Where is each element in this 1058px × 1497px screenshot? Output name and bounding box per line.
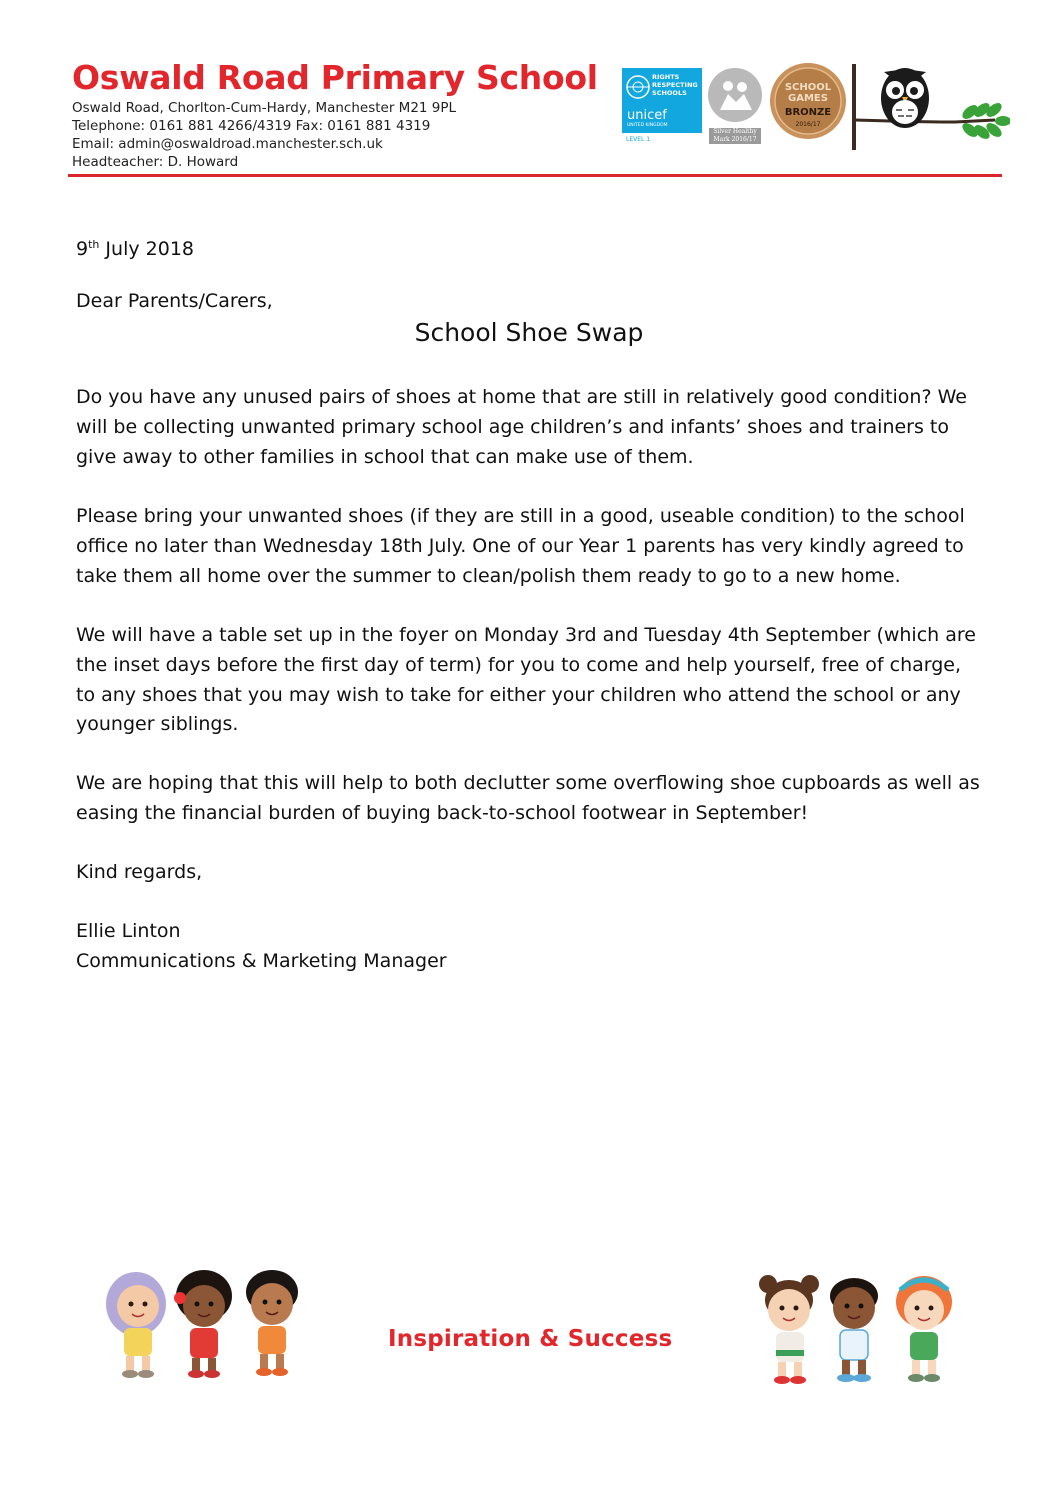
children-group-right-icon — [748, 1266, 964, 1390]
paragraph: We will have a table set up in the foyer on Monday 3rd and Tuesday 4th September (which are the inset days before the first day of term) for you to come and help yourself, free of charge, to any shoes that you may wish to take for either your children who attend the school or any younger siblings. — [76, 624, 976, 736]
rights-respecting-schools-logo — [622, 68, 702, 133]
date-suffix: th — [88, 238, 100, 251]
date-day: 9 — [76, 238, 89, 260]
owl-on-branch-icon — [850, 60, 1010, 155]
header-divider — [68, 174, 1002, 177]
games-award: BRONZE — [784, 107, 832, 118]
unicef-sub: UNITED KINGDOM — [627, 123, 668, 128]
children-group-left-icon — [96, 1262, 312, 1384]
sign-off: Kind regards, — [76, 861, 203, 883]
headteacher: Headteacher: D. Howard — [72, 154, 239, 170]
paragraph: Do you have any unused pairs of shoes at home that are still in relatively good condition? We will be collecting unwanted primary school age children’s and infants’ shoes and trainers to give away to other families in school that can make use of them. — [76, 386, 967, 468]
signer-name: Ellie Linton — [76, 920, 181, 942]
school-telephone: Telephone: 0161 881 4266/4319 Fax: 0161 881 4319 — [72, 118, 431, 134]
sportsmark-caption: Silver Healthy Mark 2016/17 — [709, 128, 761, 144]
date-rest: July 2018 — [99, 238, 194, 260]
rrs-level: LEVEL 1 — [626, 136, 651, 143]
sportsmark-logo-icon — [706, 66, 764, 126]
school-name: Oswald Road Primary School — [72, 58, 598, 97]
globe-icon — [625, 72, 651, 102]
paragraph: We are hoping that this will help to both declutter some overflowing shoe cupboards as well as easing the financial burden of buying back-to-school footwear in September! — [76, 772, 980, 824]
signer-role: Communications & Marketing Manager — [76, 950, 447, 972]
school-motto: Inspiration & Success — [388, 1326, 673, 1352]
school-email: Email: admin@oswaldroad.manchester.sch.uk — [72, 136, 383, 152]
games-line2: GAMES — [788, 93, 828, 104]
letter-title: School Shoe Swap — [414, 318, 644, 347]
games-line1: SCHOOL — [784, 82, 832, 93]
paragraph: Please bring your unwanted shoes (if they are still in a good, useable condition) to the school office no later than Wednesday 18th July. One of our Year 1 parents has very kindly agreed to take them all home over the summer to clean/polish them ready to go to a new home. — [76, 505, 965, 587]
school-address: Oswald Road, Chorlton-Cum-Hardy, Manchester M21 9PL — [72, 100, 457, 116]
salutation: Dear Parents/Carers, — [76, 290, 273, 312]
school-games-text — [768, 62, 848, 140]
unicef-brand: unicef — [627, 108, 667, 123]
rrs-title: RIGHTS RESPECTING SCHOOLS — [652, 73, 698, 97]
games-year: 2016/17 — [795, 121, 821, 128]
letter-date — [76, 235, 986, 265]
